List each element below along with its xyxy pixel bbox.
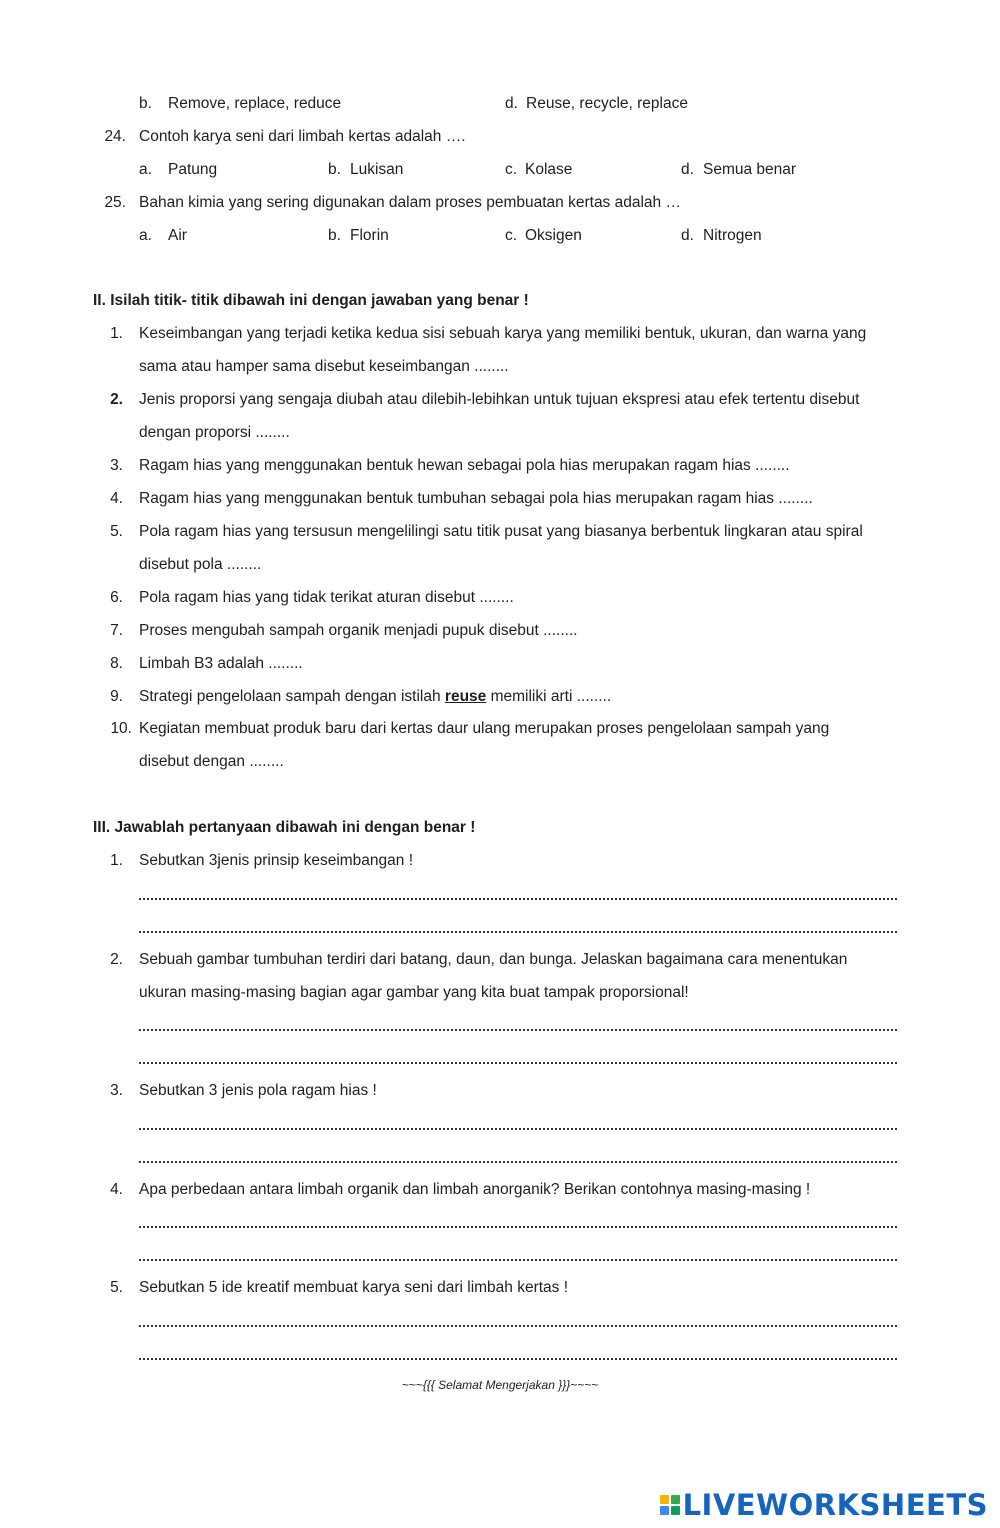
p2-q5-line1: Pola ragam hias yang tersusun mengelilingi satu titik pusat yang biasanya berbentuk lingkaran atau spiral xyxy=(139,523,863,540)
q23-option-b-letter: b. xyxy=(139,95,152,112)
p2-q9-post: memiliki arti ........ xyxy=(486,688,612,705)
q24-option-a-letter: a. xyxy=(139,161,152,178)
q25-number: 25. xyxy=(104,194,126,211)
p2-q9-number: 9. xyxy=(110,688,123,705)
q24-option-b-text: Lukisan xyxy=(350,161,404,178)
q24-text: Contoh karya seni dari limbah kertas adalah …. xyxy=(139,128,466,145)
q25-option-b-text: Florin xyxy=(350,227,389,244)
q25-option-d-letter: d. xyxy=(681,227,694,244)
p2-q10-line2: disebut dengan ........ xyxy=(139,753,284,770)
q24-option-c-letter: c. xyxy=(505,161,518,178)
q25-option-a-text: Air xyxy=(168,227,187,244)
p3-q2-number: 2. xyxy=(110,951,123,968)
p2-q4-number: 4. xyxy=(110,490,123,507)
p3-q1-answer-line-2[interactable] xyxy=(139,929,897,933)
p3-q2-line2: ukuran masing-masing bagian agar gambar yang kita buat tampak proporsional! xyxy=(139,984,689,1001)
p3-q2-answer-line-1[interactable] xyxy=(139,1027,897,1031)
p2-q3-line1: Ragam hias yang menggunakan bentuk hewan sebagai pola hias merupakan ragam hias ........ xyxy=(139,457,790,474)
p3-q2-answer-line-2[interactable] xyxy=(139,1060,897,1064)
p2-q9-pre: Strategi pengelolaan sampah dengan istilah xyxy=(139,688,445,705)
q23-option-d-text: Reuse, recycle, replace xyxy=(526,95,688,112)
p2-q10-line1: Kegiatan membuat produk baru dari kertas daur ulang merupakan proses pengelolaan sampah yang xyxy=(139,720,830,737)
p3-q3-line1: Sebutkan 3 jenis pola ragam hias ! xyxy=(139,1082,377,1099)
p3-q1-line1: Sebutkan 3jenis prinsip keseimbangan ! xyxy=(139,852,414,869)
p2-q7-number: 7. xyxy=(110,622,123,639)
q23-option-d-letter: d. xyxy=(505,95,518,112)
p2-q2-line2: dengan proporsi ........ xyxy=(139,424,290,441)
p2-q2-number: 2. xyxy=(110,391,123,408)
footer-greeting: ~~~{{{ Selamat Mengerjakan }}}~~~~ xyxy=(401,1378,599,1392)
p3-q1-answer-line-1[interactable] xyxy=(139,896,897,900)
q25-text: Bahan kimia yang sering digunakan dalam proses pembuatan kertas adalah … xyxy=(139,194,681,211)
p3-q4-answer-line-2[interactable] xyxy=(139,1257,897,1261)
p2-q8-line1: Limbah B3 adalah ........ xyxy=(139,655,303,672)
p3-q5-number: 5. xyxy=(110,1279,123,1296)
p2-q5-number: 5. xyxy=(110,523,123,540)
p3-q5-answer-line-2[interactable] xyxy=(139,1356,897,1360)
p2-q2-line1: Jenis proporsi yang sengaja diubah atau dilebih-lebihkan untuk tujuan ekspresi atau efek tertentu disebut xyxy=(139,391,860,408)
p2-q3-number: 3. xyxy=(110,457,123,474)
q23-option-b-text: Remove, replace, reduce xyxy=(168,95,342,112)
p3-q4-number: 4. xyxy=(110,1181,123,1198)
p3-q4-line1: Apa perbedaan antara limbah organik dan limbah anorganik? Berikan contohnya masing-masing ! xyxy=(139,1181,811,1198)
q25-option-d-text: Nitrogen xyxy=(703,227,762,244)
q25-option-b-letter: b. xyxy=(328,227,341,244)
p3-q4-answer-line-1[interactable] xyxy=(139,1224,897,1228)
p2-q9-emph: reuse xyxy=(444,688,487,705)
p3-q2-line1: Sebuah gambar tumbuhan terdiri dari batang, daun, dan bunga. Jelaskan bagaimana cara menentukan xyxy=(139,951,848,968)
p2-q10-number: 10. xyxy=(110,720,132,737)
p2-q6-number: 6. xyxy=(110,589,123,606)
p3-q5-line1: Sebutkan 5 ide kreatif membuat karya seni dari limbah kertas ! xyxy=(139,1279,569,1296)
p2-q1-number: 1. xyxy=(110,325,123,342)
part3-heading: III. Jawablah pertanyaan dibawah ini dengan benar ! xyxy=(93,819,476,836)
p2-q8-number: 8. xyxy=(110,655,123,672)
q24-option-c-text: Kolase xyxy=(525,161,573,178)
p2-q1-line2: sama atau hamper sama disebut keseimbangan ........ xyxy=(139,358,509,375)
p2-q9-line xyxy=(139,687,611,707)
p3-q3-answer-line-1[interactable] xyxy=(139,1126,897,1130)
p3-q3-answer-line-2[interactable] xyxy=(139,1159,897,1163)
q24-option-b-letter: b. xyxy=(328,161,341,178)
q25-option-c-letter: c. xyxy=(505,227,518,244)
q24-option-d-text: Semua benar xyxy=(703,161,797,178)
p3-q3-number: 3. xyxy=(110,1082,123,1099)
p2-q6-line1: Pola ragam hias yang tidak terikat aturan disebut ........ xyxy=(139,589,514,606)
q24-option-d-letter: d. xyxy=(681,161,694,178)
part2-heading: II. Isilah titik- titik dibawah ini dengan jawaban yang benar ! xyxy=(93,292,529,309)
p2-q5-line2: disebut pola ........ xyxy=(139,556,262,573)
p3-q5-answer-line-1[interactable] xyxy=(139,1323,897,1327)
liveworksheets-logo[interactable] xyxy=(660,1488,988,1522)
p2-q1-line1: Keseimbangan yang terjadi ketika kedua sisi sebuah karya yang memiliki bentuk, ukuran, dan warna yang xyxy=(139,325,867,342)
p3-q1-number: 1. xyxy=(110,852,123,869)
q24-number: 24. xyxy=(104,128,126,145)
q25-option-a-letter: a. xyxy=(139,227,152,244)
q24-option-a-text: Patung xyxy=(168,161,218,178)
logo-text: LIVEWORKSHEETS xyxy=(682,1488,988,1522)
p2-q4-line1: Ragam hias yang menggunakan bentuk tumbuhan sebagai pola hias merupakan ragam hias ........ xyxy=(139,490,813,507)
p2-q7-line1: Proses mengubah sampah organik menjadi pupuk disebut ........ xyxy=(139,622,578,639)
q25-option-c-text: Oksigen xyxy=(525,227,582,244)
logo-mark-icon xyxy=(660,1495,680,1515)
